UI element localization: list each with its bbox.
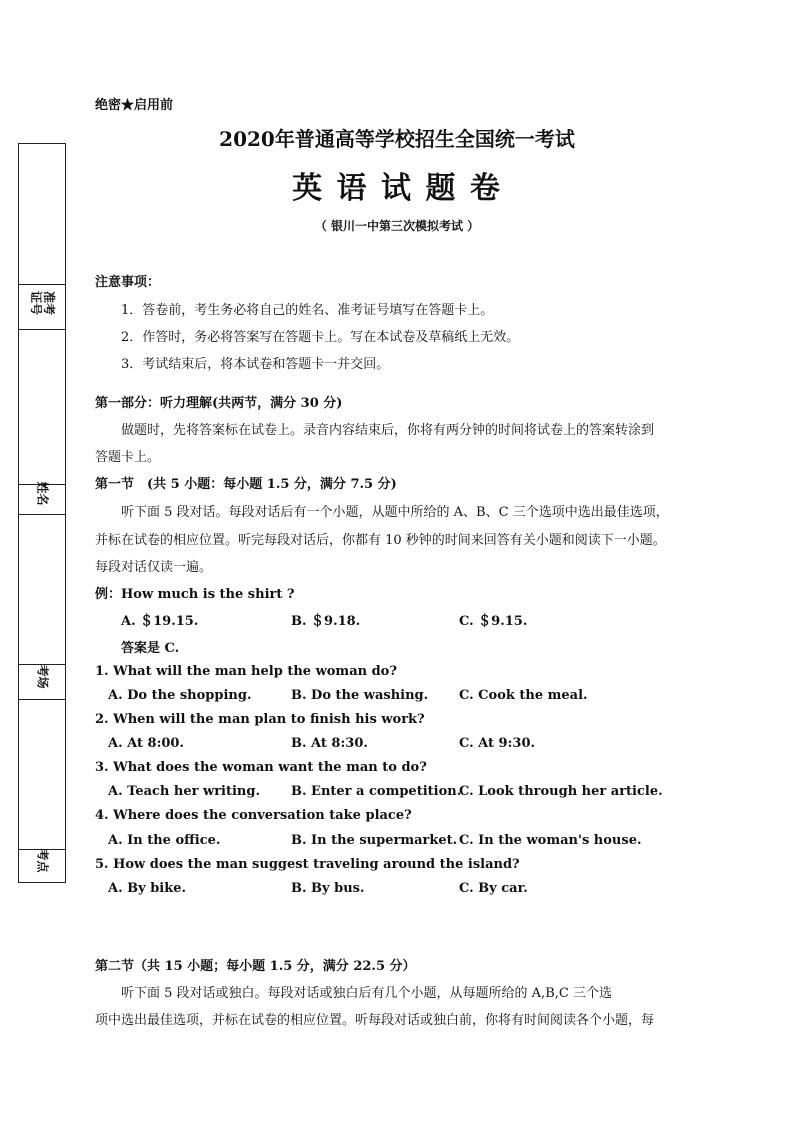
exam-title: 2020年普通高等学校招生全国统一考试 xyxy=(219,127,575,151)
section2-instruction: 听下面 5 段对话或独白。每段对话或独白后有几个小题，从每题所给的 A,B,C 三个选 xyxy=(121,986,612,1001)
question-option: C. At 9:30. xyxy=(459,736,536,751)
section2-instruction: 项中选出最佳选项，并标在试卷的相应位置。听每段对话或独白前，你将有时间阅读各个小题，每 xyxy=(95,1013,655,1028)
question-option: C. In the woman's house. xyxy=(459,833,642,848)
example-option-a: A. ＄19.15. xyxy=(121,614,199,629)
confidential-mark: 绝密★启用前 xyxy=(95,98,174,113)
part1-intro: 答题卡上。 xyxy=(95,450,161,465)
notice-item: 3．考试结束后，将本试卷和答题卡一并交回。 xyxy=(121,357,390,372)
question-option: A. At 8:00. xyxy=(108,736,184,751)
question-option: A. Teach her writing. xyxy=(108,784,260,799)
strip-divider xyxy=(19,284,65,285)
example-option-b: B. ＄9.18. xyxy=(291,614,361,629)
part1-heading: 第一部分：听力理解(共两节，满分 30 分) xyxy=(95,396,343,411)
section1-instruction: 听下面 5 段对话。每段对话后有一个小题，从题中所给的 A、B、C 三个选项中选出最佳选项， xyxy=(121,505,669,520)
section1-heading: 第一节 (共 5 小题：每小题 1.5 分，满分 7.5 分) xyxy=(95,477,397,492)
question: 5. How does the man suggest traveling around the island? xyxy=(95,857,520,872)
question-option: C. By car. xyxy=(459,881,528,896)
section1-instruction: 每段对话仅读一遍。 xyxy=(95,560,213,575)
question-option: B. Enter a competition. xyxy=(291,784,462,799)
question: 2. When will the man plan to finish his work? xyxy=(95,712,425,727)
question-option: B. At 8:30. xyxy=(291,736,368,751)
strip-label-name: 姓名 xyxy=(35,481,50,506)
question-option: B. In the supermarket. xyxy=(291,833,458,848)
notice-item: 2．作答时，务必将答案写在答题卡上。写在本试卷及草稿纸上无效。 xyxy=(121,330,520,345)
part1-intro: 做题时，先将答案标在试卷上。录音内容结束后，你将有两分钟的时间将试卷上的答案转涂到 xyxy=(121,423,655,438)
strip-label-exam-site: 考点 xyxy=(35,848,50,873)
question-option: C. Cook the meal. xyxy=(459,688,588,703)
question-option: B. Do the washing. xyxy=(291,688,429,703)
strip-label-exam-room: 考场 xyxy=(35,664,50,689)
paper-title: 英 语 试 题 卷 xyxy=(292,171,502,206)
question: 3. What does the woman want the man to do? xyxy=(95,760,427,775)
question-option: B. By bus. xyxy=(291,881,365,896)
strip-divider xyxy=(19,699,65,700)
strip-divider xyxy=(19,329,65,330)
paper-subtitle: （ 银川一中第三次模拟考试 ） xyxy=(314,219,480,233)
example-question: 例：How much is the shirt ? xyxy=(95,587,295,602)
question-option: A. Do the shopping. xyxy=(108,688,252,703)
question-option: C. Look through her article. xyxy=(459,784,663,799)
question: 4. Where does the conversation take place? xyxy=(95,808,412,823)
example-answer: 答案是 C. xyxy=(121,641,180,656)
question: 1. What will the man help the woman do? xyxy=(95,664,397,679)
question-option: A. In the office. xyxy=(108,833,221,848)
section1-instruction: 并标在试卷的相应位置。听完每段对话后，你都有 10 秒钟的时间来回答有关小题和阅读下一小题。 xyxy=(95,533,666,548)
example-option-c: C. ＄9.15. xyxy=(459,614,528,629)
question-option: A. By bike. xyxy=(108,881,187,896)
section2-heading: 第二节（共 15 小题；每小题 1.5 分，满分 22.5 分） xyxy=(95,959,416,974)
binding-strip xyxy=(18,143,66,883)
notice-item: 1．答卷前，考生务必将自己的姓名、准考证号填写在答题卡上。 xyxy=(121,303,494,318)
strip-divider xyxy=(19,514,65,515)
strip-label-exam-number: 准考证号 xyxy=(29,290,56,315)
notice-heading: 注意事项： xyxy=(95,275,161,290)
